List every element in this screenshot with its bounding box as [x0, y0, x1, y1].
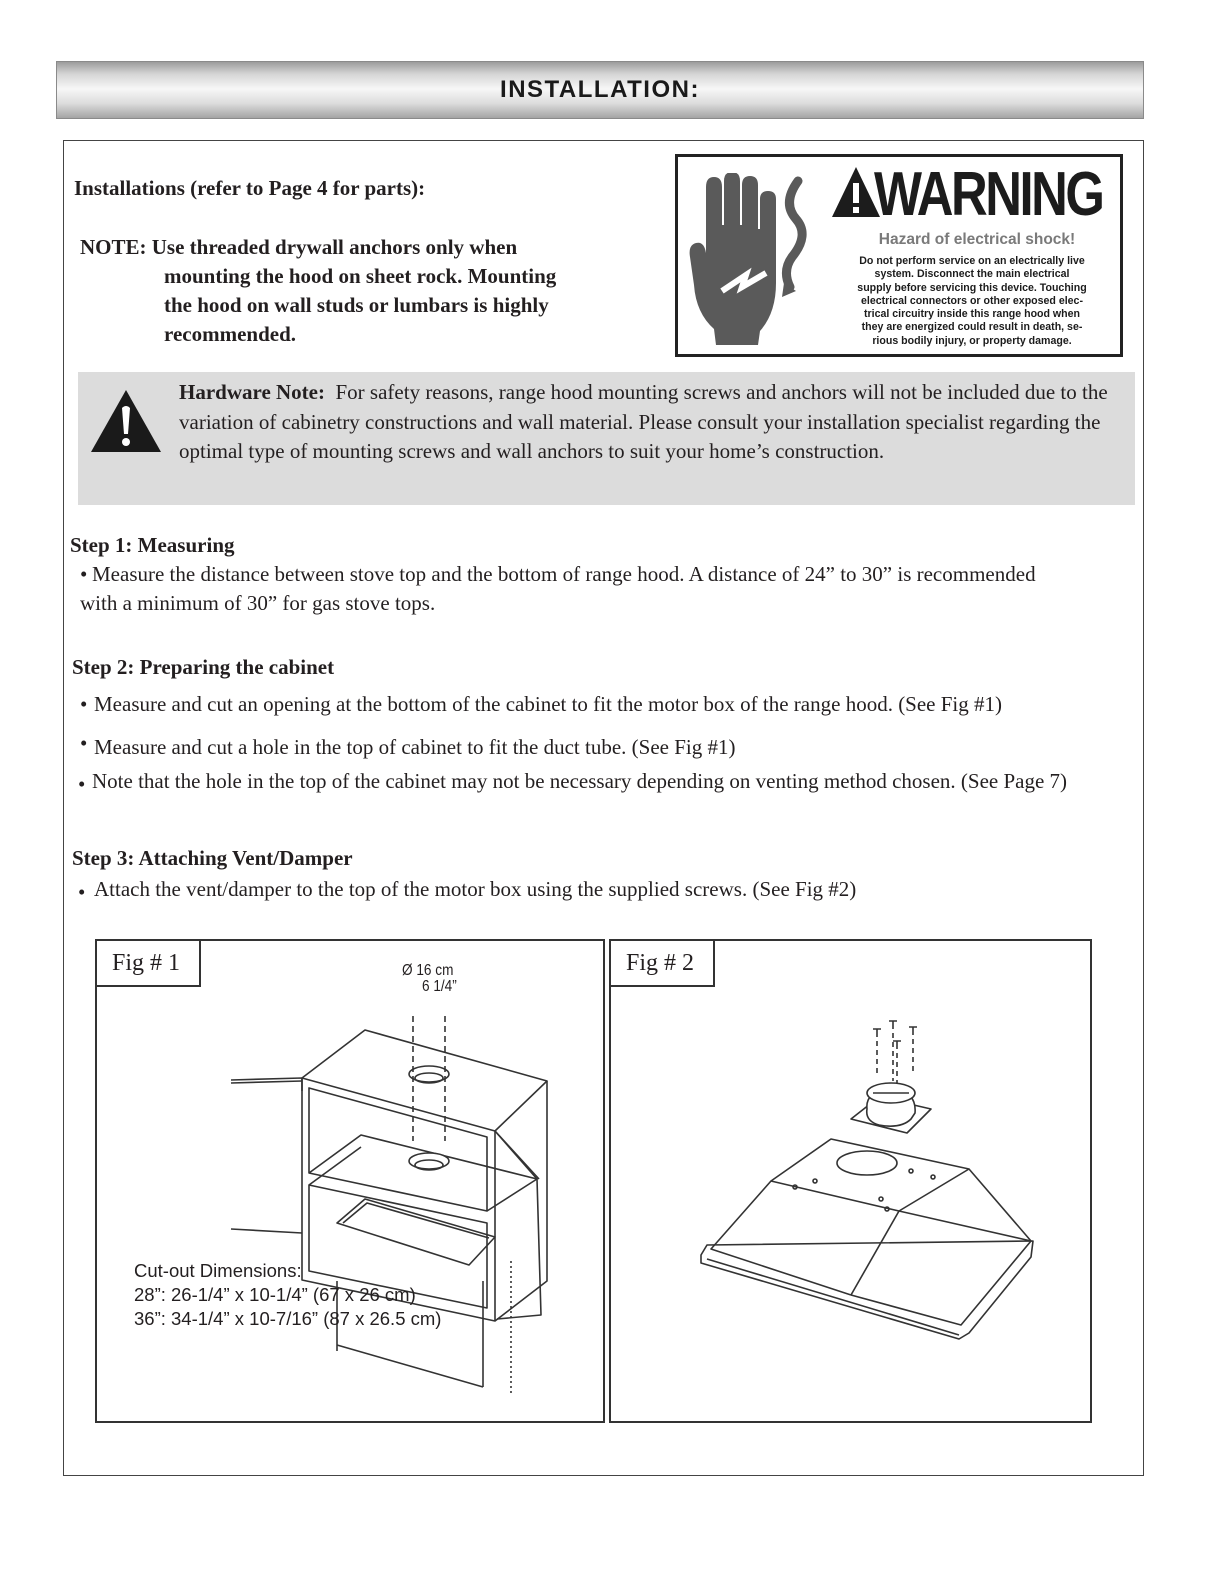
hardware-note-label: Hardware Note:: [179, 380, 325, 404]
step-2-bullet: • Measure and cut an opening at the bottom of the cabinet to fit the motor box of the range hood. (See Fig #1): [80, 692, 1003, 716]
warning-line: they are energized could result in death, se-: [861, 321, 1083, 334]
warning-subtitle: Hazard of electrical shock!: [878, 231, 1076, 248]
bullet-icon: •: [80, 731, 88, 755]
step-2-bullet: • Note that the hole in the top of the cabinet may not be necessary depending on venting method chosen. (See Page 7): [78, 767, 1088, 799]
step-3-heading: Step 3: Attaching Vent/Damper: [72, 846, 353, 870]
hardware-note-text: [179, 378, 1119, 467]
note-line: the hood on wall studs or lumbars is highly: [164, 293, 549, 317]
caution-icon: [89, 388, 163, 454]
cabinet-diagram: [97, 941, 603, 1421]
bullet-icon: •: [78, 880, 86, 904]
step-2-bullet: • Measure and cut a hole in the top of cabinet to fit the duct tube. (See Fig #1): [80, 731, 736, 759]
figure-2-label: Fig # 2: [609, 939, 715, 987]
hardware-note-box: [78, 372, 1135, 505]
warning-line: system. Disconnect the main electrical: [874, 268, 1070, 281]
note-block: [80, 233, 556, 349]
warning-title: WARNING: [874, 160, 1103, 229]
warning-line: electrical connectors or other exposed elec-: [861, 294, 1083, 307]
note-line: mounting the hood on sheet rock. Mounting: [164, 264, 557, 288]
figure-2: [609, 939, 1092, 1423]
warning-line: trical circuitry inside this range hood when: [863, 308, 1081, 321]
hardware-note-body: For safety reasons, range hood mounting screws and anchors will not be included due to the variation of cabinetry constructions and wall material. Please consult your installation specialist regarding the optimal type of mounting screws and wall anchors to suit your home’s construction.: [179, 380, 1108, 463]
step-2-heading: Step 2: Preparing the cabinet: [72, 655, 335, 679]
cutout-line-36: 36”: 34-1/4” x 10-7/16” (87 x 26.5 cm): [134, 1308, 442, 1329]
bullet-icon: •: [78, 772, 86, 796]
warning-line: rious bodily injury, or property damage.: [872, 334, 1072, 347]
warning-label: [675, 154, 1123, 357]
step-1-bullet: • Measure the distance between stove top and the bottom of range hood. A distance of 24” to 30” is recommended with a minimum of 30” for gas stove tops.: [80, 562, 1036, 615]
step-1-heading: Step 1: Measuring: [70, 533, 235, 557]
hand-shock-icon: [686, 173, 816, 345]
figure-1: [95, 939, 605, 1423]
diameter-in-label: 6 1/4”: [422, 978, 457, 995]
page-title: INSTALLATION:: [500, 76, 700, 103]
installations-heading: Installations (refer to Page 4 for parts):: [74, 176, 426, 200]
bullet-icon: •: [80, 692, 88, 716]
bullet-icon: •: [80, 562, 88, 586]
warning-line: Do not perform service on an electrically live: [859, 255, 1085, 267]
step-3-bullet: • Attach the vent/damper to the top of the motor box using the supplied screws. (See Fig #2): [78, 877, 857, 904]
cutout-line-28: 28”: 26-1/4” x 10-1/4” (67 x 26 cm): [134, 1284, 416, 1305]
note-line: NOTE: Use threaded drywall anchors only when: [80, 235, 518, 259]
diameter-cm-label: Ø 16 cm: [402, 962, 454, 979]
range-hood-diagram: [611, 941, 1090, 1421]
cutout-dimensions: [134, 1259, 441, 1331]
figure-1-label: Fig # 1: [95, 939, 201, 987]
note-line: recommended.: [164, 322, 296, 346]
warning-line: supply before servicing this device. Touching: [857, 281, 1087, 294]
section-banner: [56, 61, 1144, 119]
warning-body: [822, 255, 1122, 348]
cutout-title: Cut-out Dimensions:: [134, 1260, 302, 1281]
